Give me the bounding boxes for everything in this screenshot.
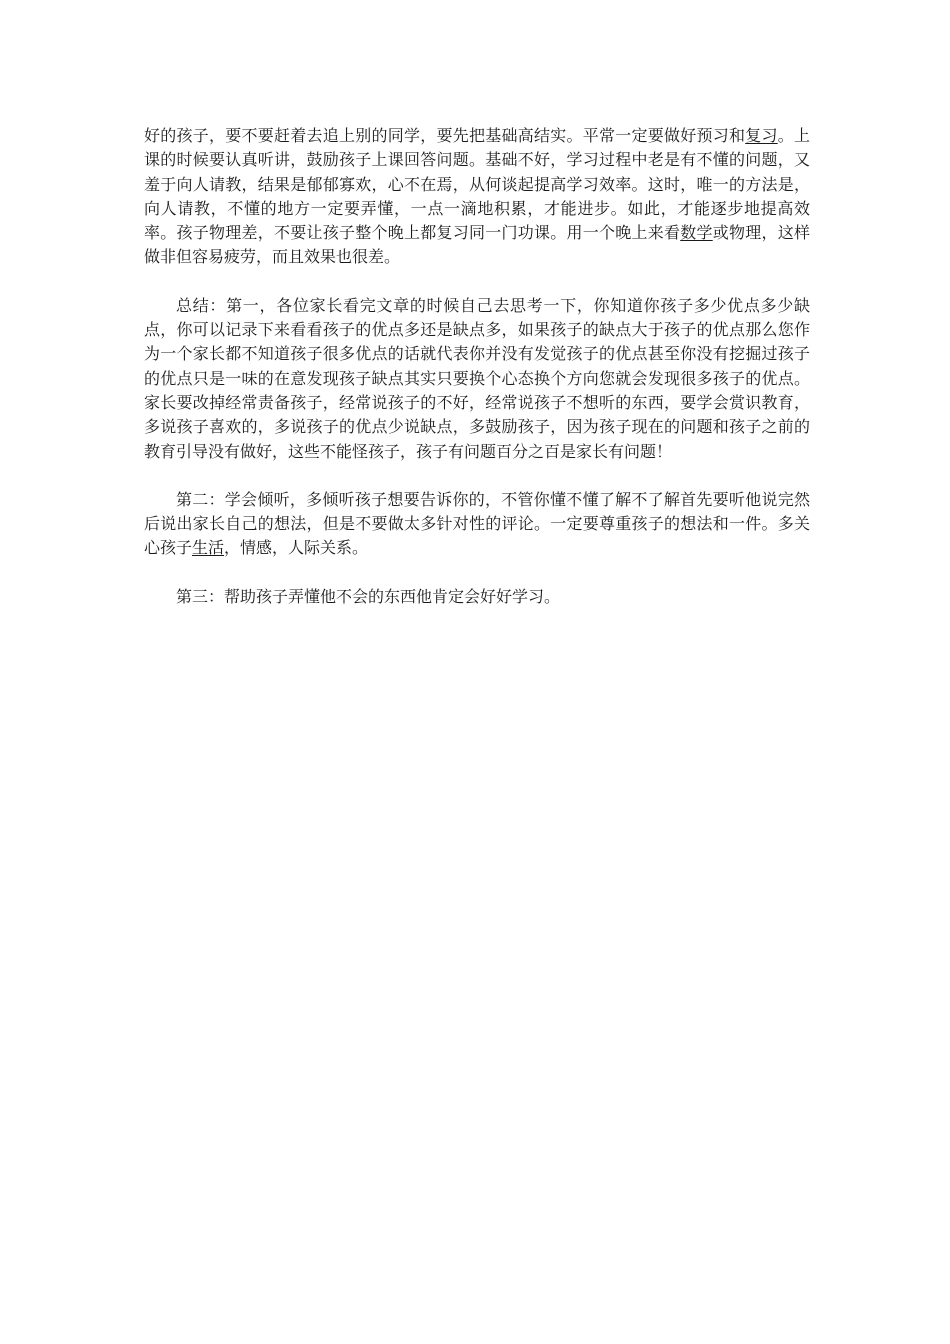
paragraph-text: ，情感，人际关系。	[224, 538, 369, 558]
math-link[interactable]: 数学	[680, 223, 713, 243]
paragraph-summary-first	[144, 294, 810, 464]
paragraph-text: 或物理，这样做非但容易疲劳，而且效果也很差。	[144, 223, 810, 267]
paragraph-study-advice	[144, 124, 810, 270]
document-page	[144, 124, 810, 609]
life-link[interactable]: 生活	[192, 538, 225, 558]
paragraph-summary-second	[144, 488, 810, 561]
paragraph-summary-third	[144, 585, 810, 609]
paragraph-text: 好的孩子，要不要赶着去追上别的同学，要先把基础高结实。平常一定要做好预习和	[144, 126, 746, 145]
paragraph-text: 总结：第一，各位家长看完文章的时候自己去思考一下，你知道你孩子多少优点多少缺点，你可以记录下来看看孩子的优点多还是缺点多，如果孩子的缺点大于孩子的优点那么您作为一个家长都不知道孩子很多优点的话就代表你并没有发觉孩子的优点甚至你没有挖掘过孩子的优点只是一味的在意发现孩子缺点其实只要换个心态换个方向您就会发现很多孩子的优点。家长要改掉经常责备孩子，经常说孩子的不好，经常说孩子不想听的东西，要学会赏识教育，多说孩子喜欢的，多说孩子的优点少说缺点，多鼓励孩子，因为孩子现在的问题和孩子之前的教育引导没有做好，这些不能怪孩子，孩子有问题百分之百是家长有问题！	[144, 295, 810, 461]
paragraph-text: 。上课的时候要认真听讲，鼓励孩子上课回答问题。基础不好，学习过程中老是有不懂的问题，又羞于向人请教，结果是郁郁寡欢，心不在焉，从何谈起提高学习效率。这时，唯一的方法是，向人请教，不懂的地方一定要弄懂，一点一滴地积累，才能进步。如此，才能逐步地提高效率。孩子物理差，不要让孩子整个晚上都复习同一门功课。用一个晚上来看	[144, 126, 810, 243]
paragraph-text: 第三：帮助孩子弄懂他不会的东西他肯定会好好学习。	[176, 586, 561, 606]
paragraph-text: 第二：学会倾听，多倾听孩子想要告诉你的，不管你懂不懂了解不了解首先要听他说完然后说出家长自己的想法，但是不要做太多针对性的评论。一定要尊重孩子的想法和一件。多关心孩子	[144, 489, 810, 558]
review-link[interactable]: 复习	[745, 126, 778, 145]
